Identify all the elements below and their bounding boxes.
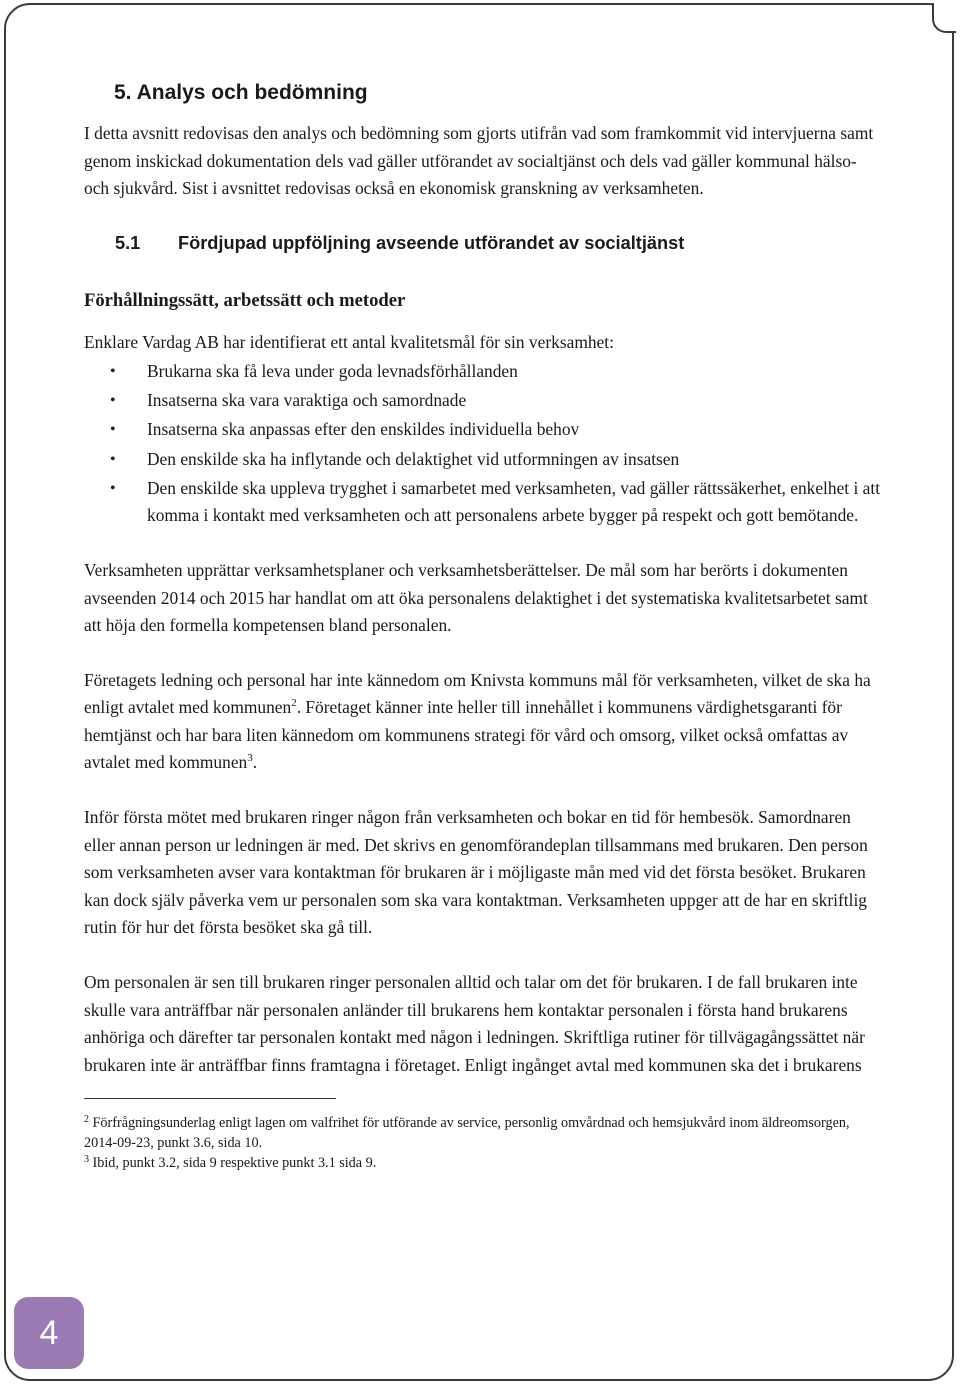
footnote-ref-2[interactable]: 2 (291, 697, 297, 710)
paragraph-knowledge-part1: Företagets ledning och personal har inte kännedom om Knivsta kommuns mål för verksamheten, vilket de ska ha enligt avtalet med kommunen (84, 669, 871, 718)
paragraph-knowledge-part3: . (252, 752, 258, 773)
list-item-text: Den enskilde ska ha inflytande och delaktighet vid utformningen av insatsen (147, 448, 680, 469)
list-item-text: Insatserna ska vara varaktiga och samordnade (147, 390, 467, 411)
list-item (84, 475, 884, 530)
subsection-heading (115, 229, 884, 257)
list-item-text: Brukarna ska få leva under goda levnadsförhållanden (147, 360, 518, 381)
bullet-icon: • (110, 450, 116, 468)
paragraph-first-meeting: Inför första mötet med brukaren ringer någon från verksamheten och bokar en tid för hembesök. Samordnaren eller annan person ur ledningen är med. Det skrivs en genomförandeplan tillsammans med brukaren. Den person som verksamheten avser vara kontaktman för brukaren är i möjligaste mån med vid det första besöket. Brukaren kan dock själv påverka vem ur personalen som ska vara kontaktman. Verksamheten uppger att de har en skriftlig rutin för hur det första besöket ska gå till. (84, 807, 868, 938)
section-heading-number: 5. (114, 81, 132, 104)
page-content (84, 78, 884, 1173)
page-number-badge: 4 (14, 1297, 84, 1369)
bullet-icon: • (110, 362, 116, 380)
subsection-number: 5.1 (115, 232, 141, 253)
list-item (84, 416, 884, 444)
footnote-divider (84, 1098, 336, 1099)
bullet-icon: • (110, 479, 116, 497)
list-item-text: Den enskilde ska uppleva trygghet i samarbetet med verksamheten, vad gäller rättssäkerhet, enkelhet i att komma i kontakt med verksamheten och att personalens arbete bygger på respekt och gott bemötande. (147, 477, 881, 526)
footnote-mark: 2 (84, 1114, 89, 1126)
paragraph-late-staff: Om personalen är sen till brukaren ringer personalen alltid och talar om det för brukaren. I de fall brukaren inte skulle vara anträffbar när personalen anländer till brukarens hem kontaktar personalen i första hand brukarens anhöriga och därefter tar personalen kontakt med någon i ledningen. Skriftliga rutiner för tillvägagångssättet när brukaren inte är anträffbar finns framtagna i företaget. Enligt ingånget avtal med kommunen ska det i brukarens (84, 972, 865, 1075)
list-item-text: Insatserna ska anpassas efter den enskildes individuella behov (147, 419, 580, 440)
bullet-icon: • (110, 421, 116, 439)
topic-heading: Förhållningssätt, arbetssätt och metoder (84, 289, 406, 311)
section-heading-title: Analys och bedömning (136, 81, 368, 104)
list-item (84, 387, 884, 415)
paragraph-knowledge-part2: . Företaget känner inte heller till innehållet i kommunens värdighetsgaranti för hemtjänst och har bara liten kännedom om kommunens strategi för vård och omsorg, vilket också omfattas av avtalet med kommunen (84, 697, 849, 773)
footnote-mark: 3 (84, 1154, 89, 1166)
paragraph-plans: Verksamheten upprättar verksamhetsplaner och verksamhetsberättelser. De mål som har berörts i dokumenten avseenden 2014 och 2015 har handlat om att öka personalens delaktighet i det systematiska kvalitetsarbetet samt att höja den formella kompetensen bland personalen. (84, 559, 868, 636)
footnote-text: Förfrågningsunderlag enligt lagen om valfrihet för utförande av service, personlig omvårdnad och hemsjukvård inom äldreomsorgen, 2014-09-23, punkt 3.6, sida 10. (84, 1115, 850, 1152)
section-heading (114, 78, 884, 108)
paragraph-knowledge (84, 667, 884, 777)
list-item (84, 446, 884, 474)
footnote-2 (84, 1113, 884, 1153)
list-item (84, 358, 884, 386)
footnote-ref-3[interactable]: 3 (247, 752, 253, 765)
goals-list (84, 358, 884, 530)
subsection-title: Fördjupad uppföljning avseende utförandet av socialtjänst (178, 232, 685, 253)
page-corner-tab (932, 3, 956, 33)
footnote-3 (84, 1153, 884, 1173)
bullet-icon: • (110, 392, 116, 410)
footnote-text: Ibid, punkt 3.2, sida 9 respektive punkt 3.1 sida 9. (89, 1155, 377, 1172)
goals-lead: Enklare Vardag AB har identifierat ett antal kvalitetsmål för sin verksamhet: (84, 331, 614, 352)
intro-paragraph: I detta avsnitt redovisas den analys och bedömning som gjorts utifrån vad som framkommit vid intervjuerna samt genom inskickad dokumentation dels vad gäller utförandet av socialtjänst och dels vad gäller kommunal hälso- och sjukvård. Sist i avsnittet redovisas också en ekonomisk granskning av verksamheten. (84, 123, 874, 199)
